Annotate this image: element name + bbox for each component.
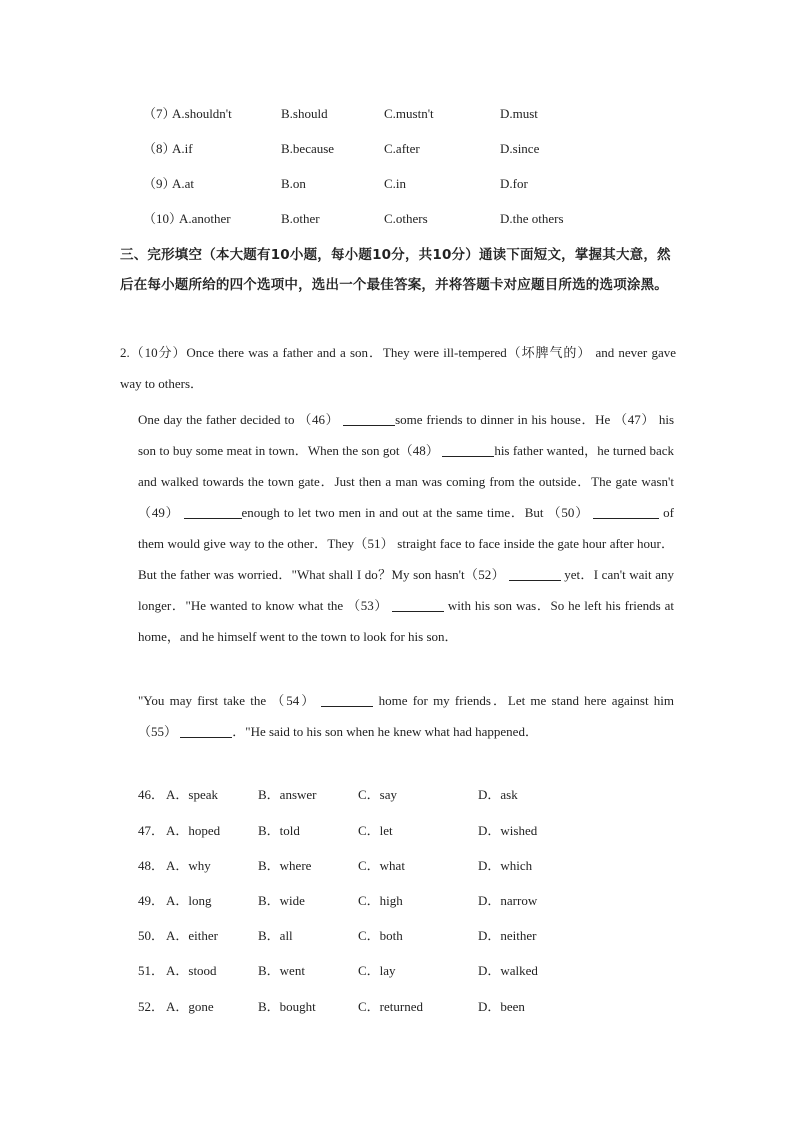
choice-d: D．which	[478, 858, 533, 873]
option-a: A.at	[172, 176, 195, 191]
choice-a: A．speak	[166, 787, 218, 802]
choice-number: 50．	[138, 928, 165, 943]
passage-text: his father wanted，he turned back and walked towards the town gate．Just then a man was coming from the outside．The gate wasn't （49）	[138, 443, 674, 520]
passage-text: ．"He said to his son when he knew what had happened．	[232, 724, 538, 739]
choice-b: B．wide	[258, 893, 305, 908]
option-d: D.for	[500, 176, 528, 191]
passage-text: with his son was．So he left his friends at home，and he himself went to the town to look for his son．	[138, 598, 674, 644]
passage-text: One day the father decided to （46）	[138, 412, 340, 427]
choice-c: C．let	[358, 823, 393, 838]
passage-paragraph-2	[138, 404, 674, 652]
choice-b: B．went	[258, 963, 305, 978]
blank-48	[442, 442, 494, 457]
choice-c: C．lay	[358, 963, 396, 978]
passage-text: "You may first take the （54）	[138, 693, 317, 708]
passage-text: enough to let two men in and out at the same time．But （50）	[241, 505, 590, 520]
blank-52	[509, 566, 561, 581]
option-number: （9）	[143, 176, 176, 191]
passage-paragraph-1: Once there was a father and a son．They were ill-tempered（坏脾气的） and never gave way to others．	[120, 345, 676, 391]
option-c: C.in	[384, 176, 407, 191]
choice-c: C．high	[358, 893, 403, 908]
option-c: C.after	[384, 141, 420, 156]
option-d: D.the others	[500, 211, 564, 226]
choice-number: 47．	[138, 823, 165, 838]
choice-d: D．ask	[478, 787, 518, 802]
section-heading: 三、完形填空（本大题有10小题，每小题10分，共10分）通读下面短文，掌握其大意，然后在每小题所给的四个选项中，选出一个最佳答案，并将答题卡对应题目所选的选项涂黑。	[120, 247, 671, 293]
option-c: C.mustn't	[384, 106, 434, 121]
option-b: B.other	[281, 211, 320, 226]
choice-b: B．bought	[258, 999, 316, 1014]
choice-d: D．walked	[478, 963, 538, 978]
choice-b: B．told	[258, 823, 300, 838]
choice-d: D．narrow	[478, 893, 538, 908]
passage-text: some friends to dinner in his house．He （47） his son to buy some meat in town．When the son got（48）	[138, 412, 675, 458]
choice-d: D．neither	[478, 928, 537, 943]
passage-text: yet．I can't wait any longer．"He wanted to know what the （53）	[138, 567, 675, 613]
option-number: （10）	[143, 211, 183, 226]
choice-number: 51．	[138, 963, 165, 978]
blank-53	[392, 597, 444, 612]
option-a: A.if	[172, 141, 193, 156]
option-b: B.because	[281, 141, 335, 156]
option-number: （8）	[143, 141, 176, 156]
choice-number: 49．	[138, 893, 165, 908]
choice-c: C．what	[358, 858, 405, 873]
choice-a: A．gone	[166, 999, 214, 1014]
option-a: A.another	[179, 211, 231, 226]
choice-number: 48．	[138, 858, 165, 873]
blank-46	[343, 411, 395, 426]
passage-text: of them would give way to the other．They（51） straight face to face inside the gate hour after hour．But the father was worried．"What shall I do？My son hasn't（52）	[138, 505, 675, 582]
passage-paragraph-3	[138, 685, 674, 747]
choice-a: A．hoped	[166, 823, 221, 838]
blank-50	[593, 504, 659, 519]
blank-54	[321, 692, 373, 707]
choice-d: D．been	[478, 999, 525, 1014]
choice-b: B．where	[258, 858, 312, 873]
choice-b: B．all	[258, 928, 293, 943]
blank-49	[184, 504, 242, 519]
choice-number: 46．	[138, 787, 165, 802]
option-d: D.since	[500, 141, 540, 156]
option-number: （7）	[143, 106, 176, 121]
question-2-passage	[120, 337, 676, 399]
passage-text: home for my friends．Let me stand here against him （55）	[138, 693, 675, 739]
choice-c: C．both	[358, 928, 403, 943]
question-number: 2.（10分）	[120, 345, 187, 360]
choice-a: A．long	[166, 893, 212, 908]
option-d: D.must	[500, 106, 538, 121]
choice-c: C．say	[358, 787, 398, 802]
choice-number: 52．	[138, 999, 165, 1014]
option-a: A.shouldn't	[172, 106, 232, 121]
option-b: B.on	[281, 176, 306, 191]
blank-55	[180, 723, 232, 738]
choice-d: D．wished	[478, 823, 538, 838]
option-c: C.others	[384, 211, 428, 226]
question-2-intro	[120, 337, 676, 399]
choice-a: A．why	[166, 858, 211, 873]
choice-a: A．either	[166, 928, 218, 943]
choice-b: B．answer	[258, 787, 317, 802]
choice-c: C．returned	[358, 999, 423, 1014]
option-b: B.should	[281, 106, 328, 121]
choice-a: A．stood	[166, 963, 217, 978]
